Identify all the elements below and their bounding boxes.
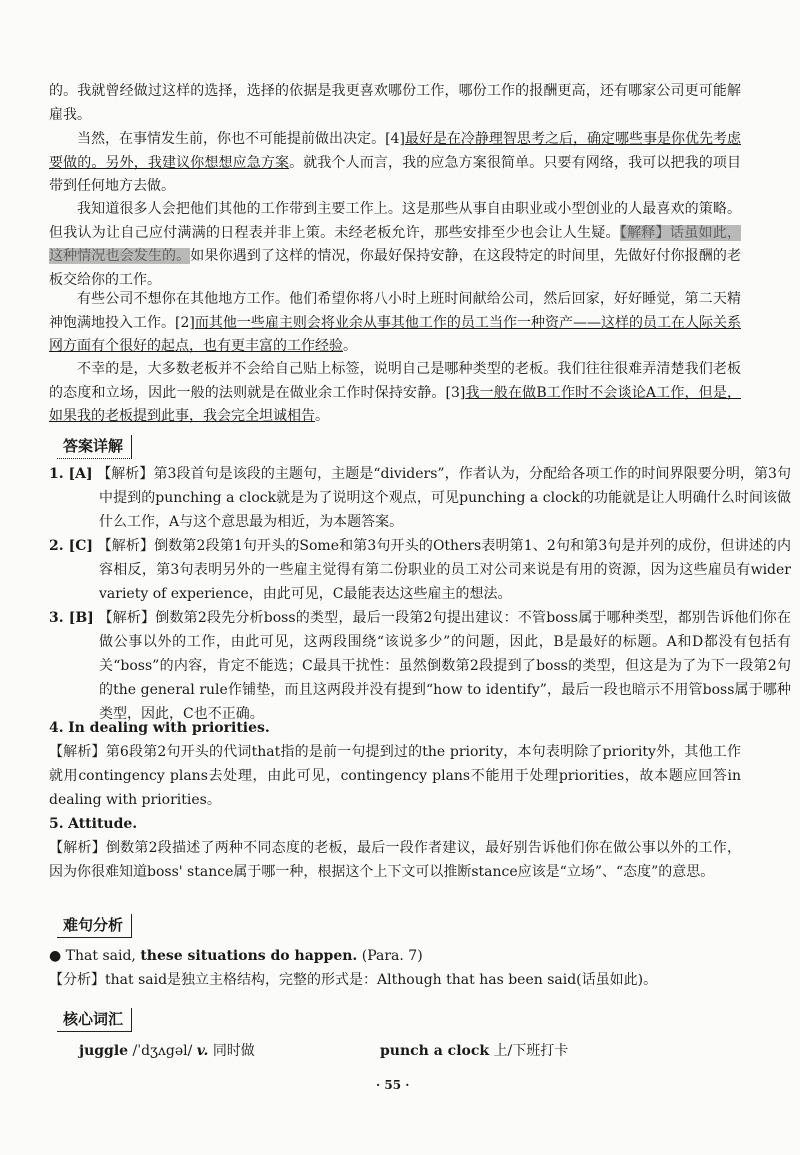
- underlined-answer-4: 最好是在冷静理智思考之后，确定哪些事是你优先考虑要做的。另外，我建议你想想应急方案: [49, 131, 741, 171]
- answer-item-1: 1. [A] 【解析】第3段首句是该段的主题句，主题是“dividers”，作者认为，分配给各项工作的时间界限要分明，第3句中提到的punching a clock就是为了说明这个观点，可见punching a clock的功能就是让人明确什么时间该做什么工作，A与这个意思最为相近，为本题答案。: [49, 466, 792, 530]
- answers-heading: 答案详解: [57, 435, 132, 459]
- vocab-item-punch-a-clock: punch a clock 上/下班打卡: [380, 1043, 569, 1059]
- passage-paragraph-2: 当然，在事情发生前，你也不可能提前做出决定。[4]最好是在冷静理智思考之后，确定哪些事是你优先考虑要做的。另外，我建议你想想应急方案。就我个人而言，我的应急方案很简单。只要有网络，我可以把我的项目带到任何地方去做。: [49, 131, 741, 194]
- answer-item-3: 3. [B] 【解析】倒数第2段先分析boss的类型，最后一段第2句提出建议：不管boss属于哪种类型，都别告诉他们你在做公事以外的工作，由此可见，这两段围绕“该说多少”的问题，因此，B是最好的标题。A和D都没有包括有关“boss”的内容，肯定不能选；C最具干扰性：虽然倒数第2段提到了boss的类型，但这是为了为下一段第2句的the general rule作铺垫，而且这两段并没有提到“how to identify”，最后一段也暗示不用管boss属于哪种类型，因此，C也不正确。: [49, 610, 792, 722]
- underlined-answer-2: 而其他一些雇主则会将业余从事其他工作的员工当作一种资产——这样的员工在人际关系网方面有个很好的起点，也有更丰富的工作经验: [49, 314, 741, 354]
- sentence-analysis-text: 【分析】that said是独立主格结构，完整的形式是：Although that has been said(话虽如此)。: [49, 972, 658, 988]
- underlined-answer-3: 我一般在做B工作时不会谈论A工作，但是，如果我的老板提到此事，我会完全坦诚相告: [49, 384, 741, 424]
- vocab-item-juggle: juggle /ˈdʒʌgəl/ v. 同时做: [79, 1043, 255, 1059]
- sentence-example: ● That said, these situations do happen. (Para. 7): [49, 948, 423, 964]
- answer-item-5-text: 【解析】倒数第2段描述了两种不同态度的老板，最后一段作者建议，最好别告诉他们你在做公事以外的工作，因为你很难知道boss' stance属于哪一种，根据这个上下文可以推断stance应该是“立场”、“态度”的意思。: [49, 840, 742, 880]
- passage-paragraph-3: 我知道很多人会把他们其他的工作带到主要工作上。这是那些从事自由职业或小型创业的人最喜欢的策略。但我认为让自己应付满满的日程表并非上策。未经老板允许，那些安排至少也会让人生疑。【解释】话虽如此，这种情况也会发生的。如果你遇到了这样的情况，你最好保持安静，在这段特定的时间里，先做好付你报酬的老板交给你的工作。: [49, 201, 742, 288]
- highlighted-sentence: 【解释】话虽如此，这种情况也会发生的。: [49, 224, 742, 264]
- answer-item-4-title: 4. In dealing with priorities.: [49, 720, 270, 736]
- answer-item-4-text: 【解析】第6段第2句开头的代词that指的是前一句提到过的the priority，本句表明除了priority外，其他工作就用contingency plans去处理，由此可见，contingency plans不能用于处理priorities，故本题应回答in dealing with priorities。: [49, 744, 741, 808]
- bullet-icon: ●: [49, 948, 62, 964]
- passage-paragraph-4: 有些公司不想你在其他地方工作。他们希望你将八小时上班时间献给公司，然后回家，好好睡觉，第二天精神饱满地投入工作。[2]而其他一些雇主则会将业余从事其他工作的员工当作一种资产——这样的员工在人际关系网方面有个很好的起点，也有更丰富的工作经验。: [49, 291, 741, 354]
- vocab-heading: 核心词汇: [57, 1008, 132, 1032]
- passage-paragraph-1: 的。我就曾经做过这样的选择，选择的依据是我更喜欢哪份工作，哪份工作的报酬更高，还有哪家公司更可能解雇我。: [49, 83, 741, 123]
- sentence-analysis-heading: 难句分析: [57, 914, 132, 938]
- answer-item-5-title: 5. Attitude.: [49, 816, 138, 832]
- answer-item-2: 2. [C] 【解析】倒数第2段第1句开头的Some和第3句开头的Others表明第1、2句和第3句是并列的成份，但讲述的内容相反，第3句表明另外的一些雇主觉得有第二份职业的员工对公司来说是有用的资源，因为这些雇员有wider variety of experience，由此可见，C最能表达这些雇主的想法。: [49, 538, 791, 602]
- passage-paragraph-5: 不幸的是，大多数老板并不会给自己贴上标签，说明自己是哪种类型的老板。我们往往很难弄清楚我们老板的态度和立场，因此一般的法则就是在做业余工作时保持安静。[3]我一般在做B工作时不会谈论A工作，但是，如果我的老板提到此事，我会完全坦诚相告。: [49, 361, 741, 424]
- page-number: · 55 ·: [376, 1078, 410, 1092]
